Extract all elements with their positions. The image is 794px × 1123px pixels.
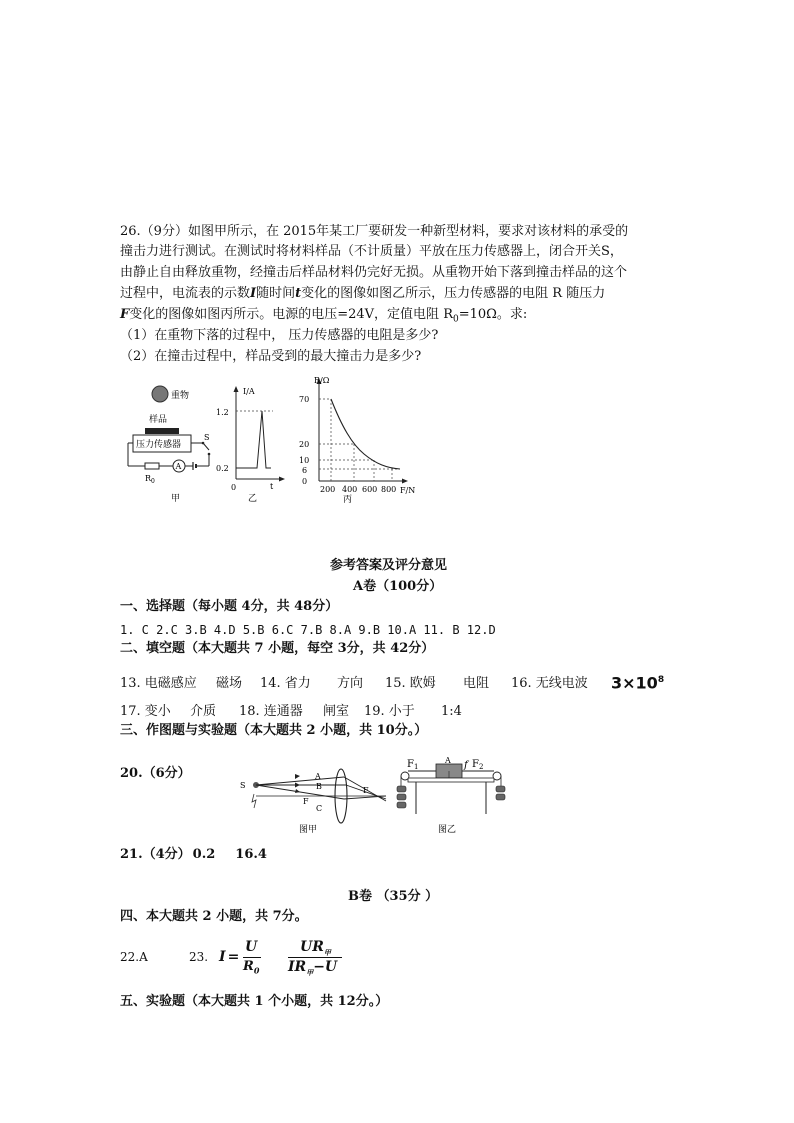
figure-forces-table xyxy=(396,754,506,840)
answer-17b: 介质 xyxy=(190,704,217,719)
volume-b-heading: B卷 （35分 ） xyxy=(348,889,439,904)
xtick-600: 600 xyxy=(362,485,378,494)
xtick-200: 200 xyxy=(320,485,336,494)
source-image-arrow xyxy=(252,794,256,808)
answer-13b: 磁场 xyxy=(216,676,243,691)
figure-optics-lens xyxy=(236,768,406,836)
answer-16-speed: $3\times 10^8$ xyxy=(611,673,665,693)
xtick-800: 800 xyxy=(381,485,397,494)
label-friction: f xyxy=(464,760,468,771)
ray-a xyxy=(256,777,344,785)
weights-left xyxy=(397,786,406,792)
answer-18b: 闸室 xyxy=(323,704,350,719)
q26-line2: 撞击力进行测试。在测试时将材料样品（不计质量）平放在压力传感器上，闭合开关S， xyxy=(120,244,623,259)
section-2-heading: 二、填空题（本大题共 7 小题，每空 3分，共 42分） xyxy=(120,641,435,656)
weights-right xyxy=(496,786,505,792)
resistor-r0 xyxy=(145,463,159,469)
source-label: S xyxy=(240,781,246,790)
formula-ohms-law: I = U $R_0$ xyxy=(219,939,260,976)
q26-line5: F变化的图像如图丙所示。电源的电压=24V，定值电阻 $R_0=10\Omega$。求: xyxy=(120,307,528,325)
caption-bing: 丙 xyxy=(343,495,353,505)
ytick-6: 6 xyxy=(302,466,308,475)
label-f1: $F_1$ xyxy=(407,759,419,771)
ytick-20: 20 xyxy=(299,440,310,449)
section-4-heading: 四、本大题共 2 小题，共 7分。 xyxy=(120,909,308,924)
switch-s xyxy=(203,443,209,450)
caption-jia: 甲 xyxy=(171,494,181,504)
y-axis-label: R/Ω xyxy=(314,376,330,385)
caption-yi: 乙 xyxy=(248,494,258,504)
origin-label: 0 xyxy=(231,483,237,492)
force-symbol: F xyxy=(120,307,130,322)
q26-line3: 由静止自由释放重物，经撞击后样品材料仍完好无损。从重物开始下落到撞击样品的这个 xyxy=(120,265,628,280)
pulley-left xyxy=(401,772,409,780)
sensor-label: 压力传感器 xyxy=(136,440,182,450)
answers-title: 参考答案及评分意见 xyxy=(330,558,448,573)
answer-16: 16. 无线电波 xyxy=(511,676,588,691)
question-20-label: 20.（6分） xyxy=(120,766,191,781)
current-curve xyxy=(236,411,271,468)
xtick-400: 400 xyxy=(342,485,358,494)
label-c: C xyxy=(316,804,323,813)
answer-15b: 电阻 xyxy=(463,676,490,691)
sample-block xyxy=(145,428,179,434)
label-f2: $F_2$ xyxy=(472,759,484,771)
answer-19b: 1:4 xyxy=(441,704,462,719)
weight-ball xyxy=(152,386,168,402)
answer-19a: 19. 小于 xyxy=(364,704,415,719)
section-5-heading: 五、实验题（本大题共 1 个小题，共 12分。） xyxy=(120,994,389,1009)
answer-14b: 方向 xyxy=(337,676,364,691)
tick-high: 1.2 xyxy=(216,408,229,417)
answer-22: 22.A xyxy=(120,950,148,964)
ytick-70: 70 xyxy=(299,395,310,404)
tick-low: 0.2 xyxy=(216,464,229,473)
ytick-10: 10 xyxy=(299,456,310,465)
ytick-0: 0 xyxy=(302,477,308,486)
question-21: 21.（4分） 0.2 16.4 xyxy=(120,847,267,862)
figure-jia-circuit xyxy=(125,380,225,505)
ammeter-label: A xyxy=(175,462,182,471)
answer-13a: 13. 电磁感应 xyxy=(120,676,197,691)
figure-yi-graph xyxy=(213,380,288,505)
resistance-curve xyxy=(331,399,400,469)
q26-line1: 26.（9分）如图甲所示，在 2015年某工厂要研发一种新型材料，要求对该材料的承受的 xyxy=(120,224,629,239)
answer-14a: 14. 省力 xyxy=(260,676,311,691)
current-symbol: I xyxy=(250,286,257,301)
table-top xyxy=(408,778,494,782)
section-3-heading: 三、作图题与实验题（本大题共 2 小题，共 10分。） xyxy=(120,723,428,738)
caption-forces: 图乙 xyxy=(438,825,457,835)
resistor-label: $R_0$ xyxy=(145,474,155,485)
switch-label: S xyxy=(204,433,210,442)
y-axis-label: I/A xyxy=(243,387,255,396)
weight-label: 重物 xyxy=(171,391,190,401)
time-symbol: t xyxy=(295,286,302,301)
section-1-heading: 一、选择题（每小题 4分，共 48分） xyxy=(120,599,339,614)
volume-a-heading: A卷（100分） xyxy=(353,579,443,594)
answer-23-label: 23. xyxy=(189,950,209,964)
answer-17a: 17. 变小 xyxy=(120,704,171,719)
figure-bing-graph xyxy=(292,372,422,505)
answer-18a: 18. 连通器 xyxy=(239,704,303,719)
focus-right: F xyxy=(363,786,369,795)
focus-left: F xyxy=(303,797,309,806)
sample-label: 样品 xyxy=(149,415,168,425)
q26-line4: 过程中，电流表的示数I随时间t变化的图像如图乙所示，压力传感器的电阻 R 随压力 xyxy=(120,286,606,301)
q26-sub1: （1）在重物下落的过程中， 压力传感器的电阻是多少? xyxy=(120,328,439,343)
label-b: B xyxy=(316,782,322,791)
pulley-right xyxy=(493,772,501,780)
q26-sub2: （2）在撞击过程中，样品受到的最大撞击力是多少? xyxy=(120,349,422,364)
x-axis-label: F/N xyxy=(400,486,416,495)
formula-resistance: $UR_甲$ $IR_甲-U$ xyxy=(286,938,346,978)
answer-15a: 15. 欧姆 xyxy=(385,676,436,691)
caption-optics: 图甲 xyxy=(299,825,318,835)
section-1-answers: 1. C 2.C 3.B 4.D 5.B 6.C 7.B 8.A 9.B 10.A 11. B 12.D xyxy=(120,623,496,637)
label-a: A xyxy=(445,756,451,765)
x-axis-label: t xyxy=(270,482,274,491)
label-a: A xyxy=(315,772,321,781)
